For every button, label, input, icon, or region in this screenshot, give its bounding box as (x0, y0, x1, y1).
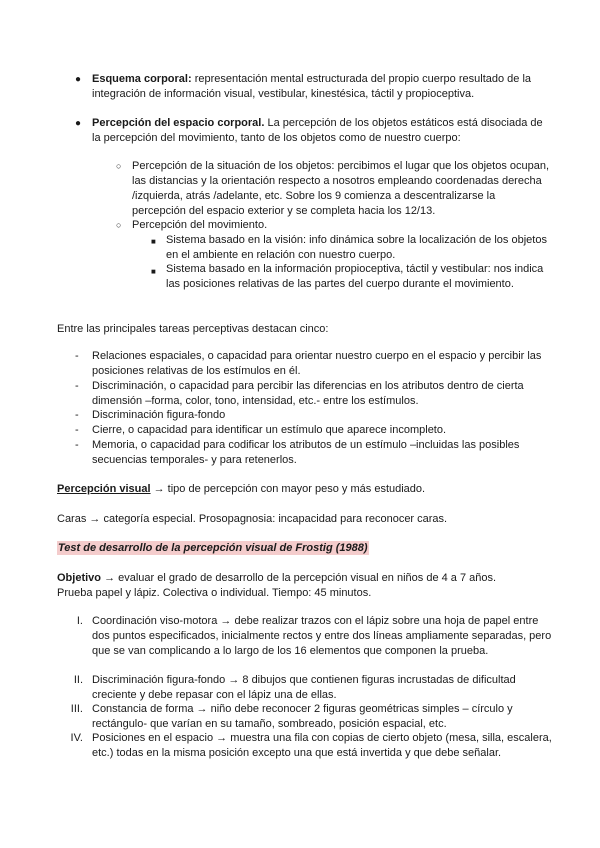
square-bullet-icon: ■ (151, 237, 156, 246)
dash-marker: - (75, 350, 79, 362)
bullet-esquema-corporal (92, 72, 552, 102)
roman-numeral: III. (70, 703, 83, 715)
circle-bullet-icon: ○ (116, 161, 122, 171)
objetivo-label: Objetivo (57, 572, 102, 584)
dash-marker: - (75, 424, 79, 436)
roman-numeral: IV. (70, 732, 83, 744)
roman-item: Constancia de forma → niño debe reconocer 2 figuras geométricas simples – círculo y rectángulo- que varían en su tamaño, sombreado, posición espacial, etc. (92, 703, 513, 730)
tasks-intro: Entre las principales tareas perceptivas destacan cinco: (57, 323, 329, 335)
dash-marker: - (75, 409, 79, 421)
bullet-text: representación mental estructurada del propio cuerpo resultado de la integración de información visual, vestibular, kinestésica, táctil y propioceptiva. (92, 73, 532, 100)
bullet-dot-icon: ● (75, 118, 82, 129)
task-item: Memoria, o capacidad para codificar los atributos de un estímulo –incluidas las posibles secuencias temporales- y para retenerlos. (92, 439, 520, 466)
bullet-term: Esquema corporal: (92, 73, 192, 85)
circle-bullet-icon: ○ (116, 220, 122, 230)
sub-sub-item-propioceptiva: Sistema basado en la información propioceptiva, táctil y vestibular: nos indica las posiciones relativas de las partes del cuerpo durante el movimiento. (166, 263, 544, 290)
test-title-line (57, 541, 557, 556)
dash-marker: - (75, 439, 79, 451)
roman-item: Posiciones en el espacio → muestra una fila con copias de cierto objeto (mesa, silla, escalera, etc.) todas en la misma posición excepto una que está invertida y que debe señalar. (92, 732, 552, 759)
caras-line: Caras → categoría especial. Prosopagnosia: incapacidad para reconocer caras. (57, 513, 448, 525)
task-item: Relaciones espaciales, o capacidad para orientar nuestro cuerpo en el espacio y percibir las posiciones relativas de los estímulos en él. (92, 350, 542, 377)
roman-numeral: I. (76, 615, 83, 627)
objetivo-text: → evaluar el grado de desarrollo de la percepción visual en niños de 4 a 7 años. (101, 572, 497, 584)
percepcion-visual-text: → tipo de percepción con mayor peso y más estudiado. (150, 483, 426, 495)
roman-numeral: II. (73, 674, 83, 686)
bullet-text: La percepción de los objetos estáticos está disociada de la percepción del movimiento, tanto de los objetos como de nuestro cuerpo: (92, 117, 543, 144)
task-item: Discriminación figura-fondo (92, 409, 226, 421)
bullet-espacio-corporal (92, 116, 552, 146)
task-item: Discriminación, o capacidad para percibir las diferencias en los atributos dentro de cierta dimensión –forma, color, tono, intensidad, etc.- entre los estímulos. (92, 380, 524, 407)
task-item: Cierre, o capacidad para identificar un estímulo que aparece incompleto. (92, 424, 447, 436)
objetivo-line (57, 571, 557, 586)
bullet-dot-icon: ● (75, 74, 82, 85)
formato-line: Prueba papel y lápiz. Colectiva o individual. Tiempo: 45 minutos. (57, 587, 372, 599)
sub-item-situacion: Percepción de la situación de los objetos: percibimos el lugar que los objetos ocupan, las distancias y la orientación respecto a nosotros empleando coordenadas derecha /izquierda, atrás /adelante, etc. Sobre los 9 comienza a descentralizarse la percepción del espacio exterior y se completa hacia los 12/13. (132, 160, 550, 217)
bullet-term: Percepción del espacio corporal. (92, 117, 265, 129)
sub-item-movimiento: Percepción del movimiento. (132, 219, 268, 231)
square-bullet-icon: ■ (151, 267, 156, 276)
dash-marker: - (75, 380, 79, 392)
roman-item: Coordinación viso-motora → debe realizar trazos con el lápiz sobre una hoja de papel entre dos puntos especificados, inicialmente rectos y entre dos líneas ampliamente separadas, pero que se van complicando a lo largo de los 16 elementos que componen la prueba. (92, 615, 552, 657)
percepcion-visual-line (57, 482, 557, 497)
roman-item: Discriminación figura-fondo → 8 dibujos que contienen figuras incrustadas de dificultad creciente y debe repasar con el lápiz una de ellas. (92, 674, 516, 701)
percepcion-visual-title: Percepción visual (57, 483, 151, 495)
sub-sub-item-vision: Sistema basado en la visión: info dinámica sobre la localización de los objetos en el ambiente en relación con nuestro cuerpo. (166, 234, 547, 261)
test-title: Test de desarrollo de la percepción visual de Frostig (1988) (58, 542, 368, 554)
